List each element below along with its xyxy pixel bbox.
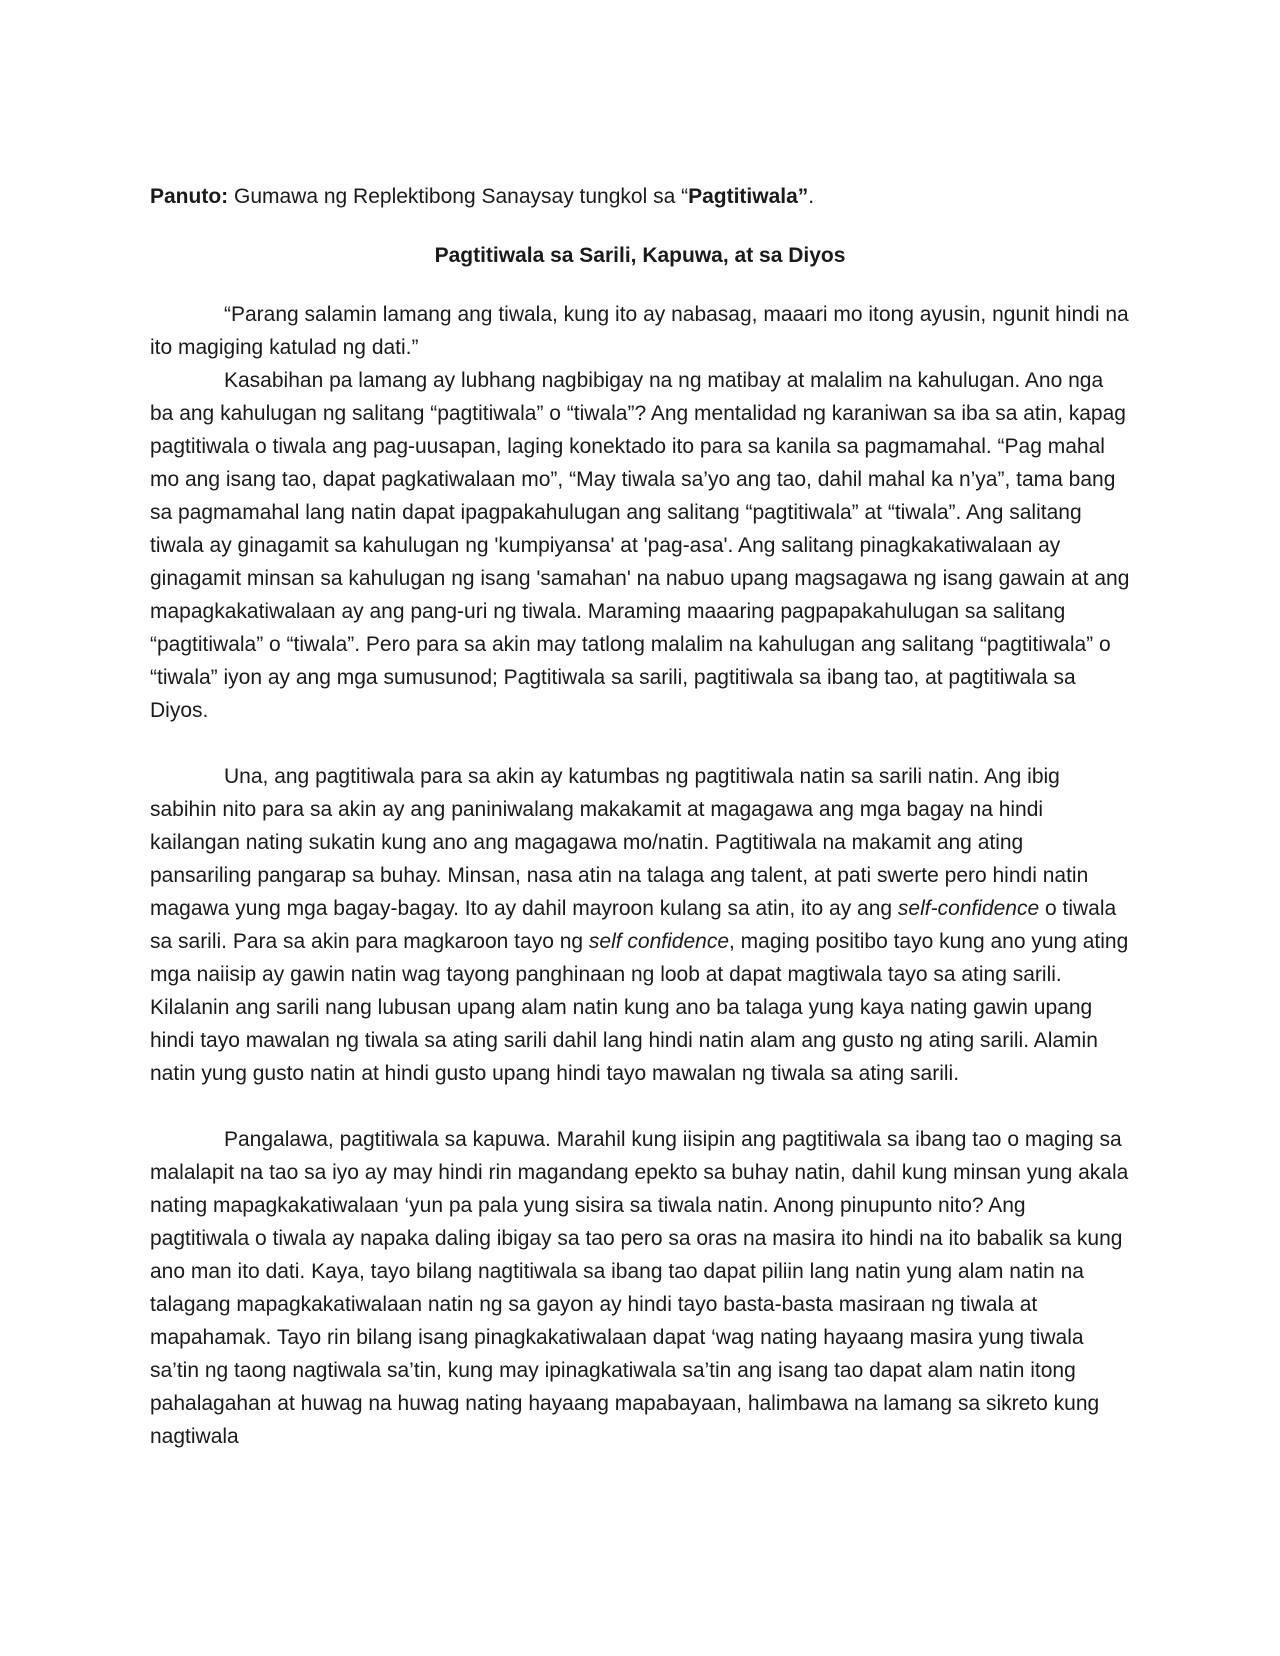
paragraph-one: [150, 760, 1130, 1090]
paragraph-spacer: [150, 727, 1130, 760]
opening-quote: “Parang salamin lamang ang tiwala, kung ito ay nabasag, maaari mo itong ayusin, ngunit hindi na ito magiging katulad ng dati.”: [150, 303, 1129, 359]
paragraph-one-italic1: self-confidence: [897, 897, 1040, 920]
instruction-topic: Pagtitiwala”: [688, 185, 809, 208]
paragraph-one-part2: o tiwala sa sarili. Para sa akin para magkaroon tayo ng: [150, 897, 1117, 953]
instruction-line: [150, 180, 1130, 213]
paragraph-two: Pangalawa, pagtitiwala sa kapuwa. Marahil kung iisipin ang pagtitiwala sa ibang tao o maging sa malalapit na tao sa iyo ay may hindi rin magandang epekto sa buhay natin, dahil kung minsan yung akala nating mapagkakatiwalaan ‘yun pa pala yung sisira sa tiwala natin. Anong pinupunto nito? Ang pagtitiwala o tiwala ay napaka daling ibigay sa tao pero sa oras na masira ito hindi na ito babalik sa kung ano man ito dati. Kaya, tayo bilang nagtitiwala sa ibang tao dapat piliin lang natin yung alam natin na talagang mapagkakatiwalaan natin ng sa gayon ay hindi tayo basta-basta masiraan ng tiwala at mapahamak. Tayo rin bilang isang pinagkakatiwalaan dapat ‘wag nating hayaang masira yung tiwala sa’tin ng taong nagtiwala sa’tin, kung may ipinagkatiwala sa’tin ang isang tao dapat alam natin itong pahalagahan at huwag na huwag nating hayaang mapabayaan, halimbawa na lamang sa sikreto kung nagtiwala: [150, 1128, 1129, 1448]
instruction-end: .: [808, 185, 815, 208]
paragraph-one-part1: Una, ang pagtitiwala para sa akin ay katumbas ng pagtitiwala natin sa sarili natin. Ang ibig sabihin nito para sa akin ay ang paniniwalang makakamit at magagawa ang mga bagay na hindi kailangan nating sukatin kung ano ang magagawa mo/natin. Pagtitiwala na makamit ang ating pansariling pangarap sa buhay. Minsan, nasa atin na talaga ang talent, at pati swerte pero hindi natin magawa yung mga bagay-bagay. Ito ay dahil mayroon kulang sa atin, ito ay ang: [150, 765, 1089, 920]
instruction-label: Panuto:: [150, 185, 229, 208]
document-page: [150, 180, 1130, 1453]
instruction-text: Gumawa ng Replektibong Sanaysay tungkol sa “: [228, 185, 689, 208]
paragraph-one-part3: , maging positibo tayo kung ano yung ating mga naiisip ay gawin natin wag tayong panghinaan ng loob at dapat magtiwala tayo sa ating sarili. Kilalanin ang sarili nang lubusan upang alam natin kung ano ba talaga yung kaya nating gawin upang hindi tayo mawalan ng tiwala sa ating sarili dahil lang hindi natin alam ang gusto ng ating sarili. Alamin natin yung gusto natin at hindi gusto upang hindi tayo mawalan ng tiwala sa ating sarili.: [150, 930, 1129, 1085]
essay-title: Pagtitiwala sa Sarili, Kapuwa, at sa Diyos: [434, 244, 846, 267]
paragraph-spacer: [150, 1090, 1130, 1123]
paragraph-intro: Kasabihan pa lamang ay lubhang nagbibigay na ng matibay at malalim na kahulugan. Ano nga ba ang kahulugan ng salitang “pagtitiwala” o “tiwala”? Ang mentalidad ng karaniwan sa iba sa atin, kapag pagtitiwala o tiwala ang pag-uusapan, laging konektado ito para sa kanila sa pagmamahal. “Pag mahal mo ang isang tao, dapat pagkatiwalaan mo”, “May tiwala sa’yo ang tao, dahil mahal ka n’ya”, tama bang sa pagmamahal lang natin dapat ipagpakahulugan ang salitang “pagtitiwala” at “tiwala”. Ang salitang tiwala ay ginagamit sa kahulugan ng 'kumpiyansa' at 'pag-asa'. Ang salitang pinagkakatiwalaan ay ginagamit minsan sa kahulugan ng isang 'samahan' na nabuo upang magsagawa ng isang gawain at ang mapagkakatiwalaan ay ang pang-uri ng tiwala. Maraming maaaring pagpapakahulugan sa salitang “pagtitiwala” o “tiwala”. Pero para sa akin may tatlong malalim na kahulugan ang salitang “pagtitiwala” o “tiwala” iyon ay ang mga sumusunod; Pagtitiwala sa sarili, pagtitiwala sa ibang tao, at pagtitiwala sa Diyos.: [150, 369, 1130, 722]
paragraph-one-italic2: self confidence: [588, 930, 729, 953]
